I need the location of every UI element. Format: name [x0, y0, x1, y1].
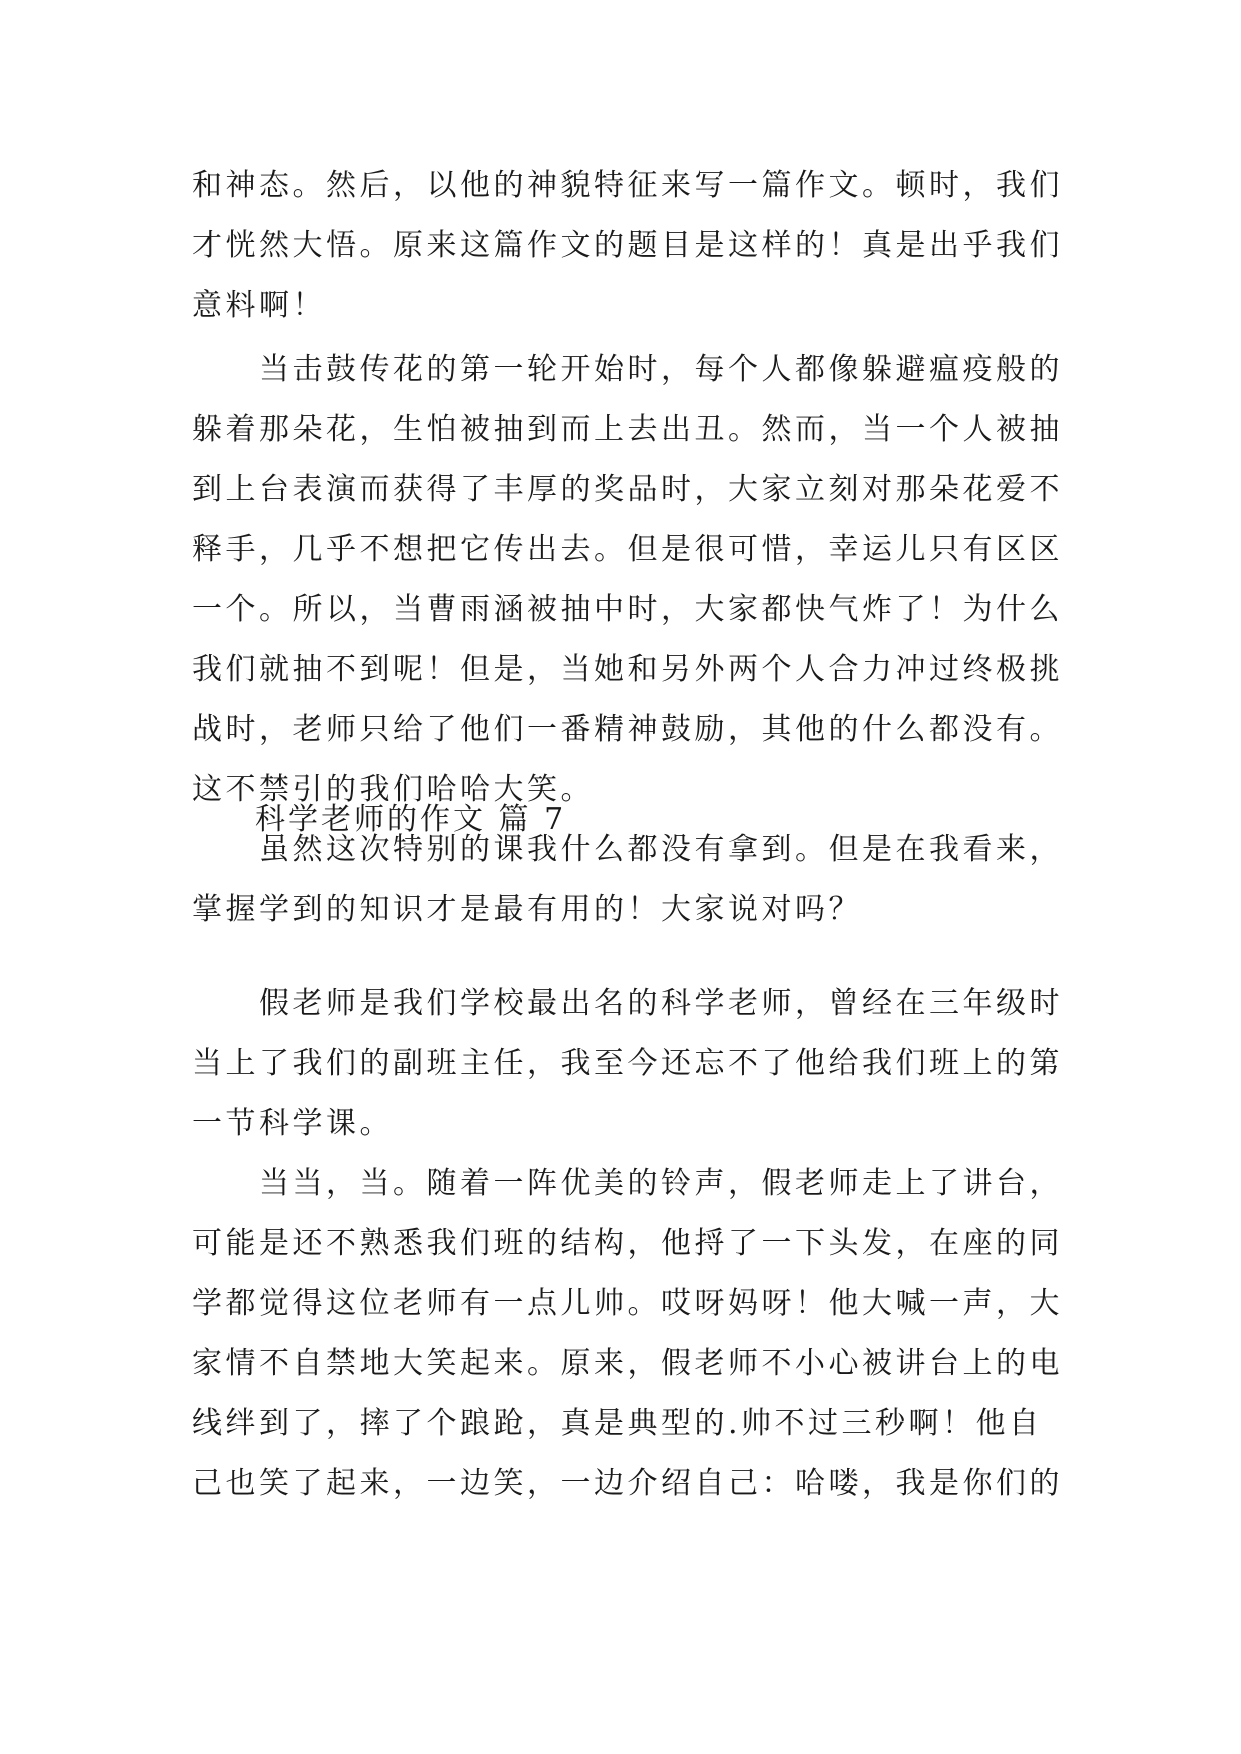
text-line: 我们就抽不到呢！但是，当她和另外两个人合力冲过终极挑	[192, 652, 1063, 687]
text-line: 掌握学到的知识才是最有用的！大家说对吗？	[192, 892, 862, 927]
text-line: 战时，老师只给了他们一番精神鼓励，其他的什么都没有。	[192, 712, 1063, 747]
text-line: 才恍然大悟。原来这篇作文的题目是这样的！真是出乎我们	[192, 228, 1063, 263]
essay-heading: 科学老师的作文 篇 7	[255, 802, 567, 837]
text-line: 可能是还不熟悉我们班的结构，他捋了一下头发，在座的同	[192, 1226, 1063, 1261]
text-line: 线绊到了，摔了个踉跄，真是典型的.帅不过三秒啊！他自	[192, 1406, 1043, 1441]
text-line: 学都觉得这位老师有一点儿帅。哎呀妈呀！他大喊一声，大	[192, 1286, 1063, 1321]
text-line: 当上了我们的副班主任，我至今还忘不了他给我们班上的第	[192, 1046, 1063, 1081]
text-line: 虽然这次特别的课我什么都没有拿到。但是在我看来，	[192, 832, 1063, 867]
paragraph-continuation	[192, 156, 1072, 336]
text-line: 一个。所以，当曹雨涵被抽中时，大家都快气炸了！为什么	[192, 592, 1063, 627]
text-line: 意料啊！	[192, 288, 326, 323]
text-line: 到上台表演而获得了丰厚的奖品时，大家立刻对那朵花爱不	[192, 472, 1063, 507]
text-line: 己也笑了起来，一边笑，一边介绍自己：哈喽，我是你们的	[192, 1466, 1063, 1501]
text-line: 当当，当。随着一阵优美的铃声，假老师走上了讲台，	[192, 1166, 1063, 1201]
text-line: 当击鼓传花的第一轮开始时，每个人都像躲避瘟疫般的	[192, 352, 1063, 387]
paragraph-teacher-intro	[192, 974, 1072, 1514]
text-line: 躲着那朵花，生怕被抽到而上去出丑。然而，当一个人被抽	[192, 412, 1063, 447]
text-line: 一节科学课。	[192, 1106, 393, 1141]
text-line: 和神态。然后，以他的神貌特征来写一篇作文。顿时，我们	[192, 168, 1063, 203]
text-line: 假老师是我们学校最出名的科学老师，曾经在三年级时	[192, 986, 1063, 1021]
text-line: 家情不自禁地大笑起来。原来，假老师不小心被讲台上的电	[192, 1346, 1063, 1381]
essay-heading-block	[192, 790, 1072, 850]
text-line: 这不禁引的我们哈哈大笑。	[192, 772, 594, 807]
text-line: 释手，几乎不想把它传出去。但是很可惜，幸运儿只有区区	[192, 532, 1063, 567]
paragraph-drum-game	[192, 340, 1072, 940]
